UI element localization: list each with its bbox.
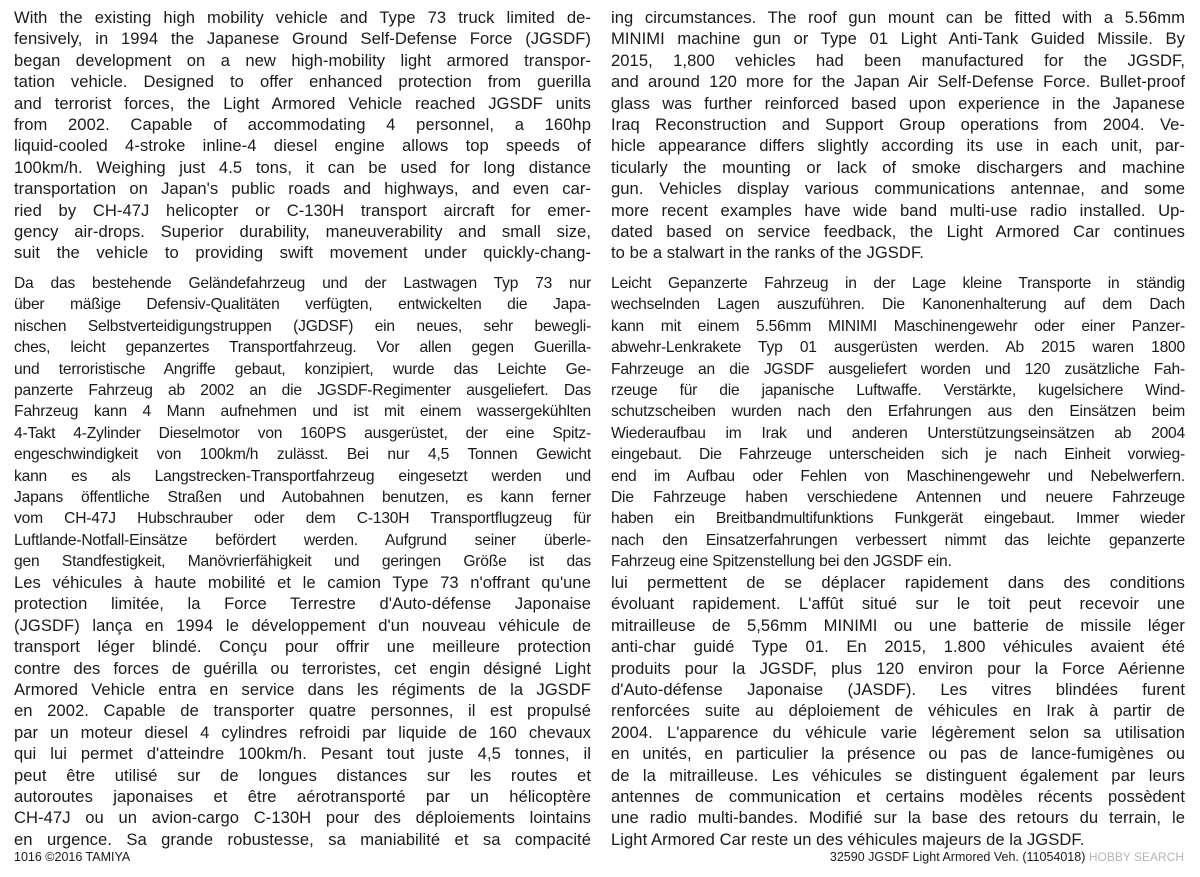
product-code: 32590 JGSDF Light Armored Veh. (11054018) [829, 850, 1086, 864]
text-line: schutzscheiben wurden nach den Erfahrungen aus den Einsätzen beim [611, 403, 1185, 421]
german-text-right [611, 275, 1185, 574]
text-line: dated based on service feedback, the Light Armored Car continues [611, 221, 1185, 241]
text-line: peut être utilisé sur de longues distances sur les routes et [14, 765, 591, 785]
text-line: 2004. L'apparence du véhicule varie légèrement selon sa utilisation [611, 722, 1185, 742]
text-line: liquid-cooled 4-stroke inline-4 diesel engine allows top speeds of [14, 136, 591, 156]
text-line: qui lui permet d'atteindre 100km/h. Pesant tout juste 4,5 tonnes, il [14, 744, 591, 764]
text-line: autoroutes japonaises et être aérotransporté par un hélicoptère [14, 786, 591, 806]
text-line: 2015, 1,800 vehicles had been manufactured for the JGSDF, [611, 50, 1185, 70]
text-line: Leicht Gepanzerte Fahrzeug in der Lage kleine Transporte in ständig [611, 275, 1185, 292]
text-line: 4-Takt 4-Zylinder Dieselmotor von 160PS ausgerüstet, der eine Spitz- [14, 424, 591, 442]
text-line: began development on a new high-mobility light armored transpor- [14, 50, 591, 70]
english-text-right [611, 8, 1185, 265]
text-line: ing circumstances. The roof gun mount can be fitted with a 5.56mm [611, 8, 1185, 27]
text-line: vom CH-47J Hubschrauber oder dem C-130H Transportflugzeug für [14, 510, 591, 528]
text-line: eingebaut. Die Fahrzeuge unterscheiden sich je nach Einheit vorwieg- [611, 446, 1185, 464]
text-line: gen Standfestigkeit, Manövrierfähigkeit und geringen Größe ist das [14, 553, 591, 571]
text-line: rzeuge für die japanische Luftwaffe. Verstärkte, kugelsichere Wind- [611, 381, 1185, 399]
copyright-footer: 1016 ©2016 TAMIYA [14, 850, 131, 864]
text-line: évoluant rapidement. L'affût situé sur le toit peut recevoir une [611, 594, 1185, 614]
text-line: Wiederaufbau im Irak und anderen Unterstützungseinsätzen ab 2004 [611, 424, 1185, 442]
text-line: nischen Selbstverteidigungstruppen (JGDSF) ein neues, sehr bewegli- [14, 317, 591, 335]
text-line: renforcées suite au déploiement de véhicules en Irak à partir de [611, 701, 1185, 721]
french-text-right [611, 573, 1185, 851]
text-line: antennes de communication et certains modèles récents possèdent [611, 786, 1185, 806]
text-line: anti-char guidé Type 01. En 2015, 1.800 véhicules avaient été [611, 637, 1185, 657]
text-line: gency air-drops. Superior durability, maneuverability and small size, [14, 221, 591, 241]
text-line: contre des forces de guérilla ou terroristes, cet engin désigné Light [14, 658, 591, 678]
german-text-left [14, 275, 591, 574]
text-line: Armored Vehicle entra en service dans les régiments de la JGSDF [14, 679, 591, 699]
text-line: une radio multi-bandes. Modifié sur la base des retours du terrain, le [611, 808, 1185, 828]
text-line: kann es als Langstrecken-Transportfahrzeug eingesetzt werden und [14, 467, 591, 485]
text-line: and terrorist forces, the Light Armored Vehicle reached JGSDF units [14, 93, 591, 113]
text-line: de la mitrailleuse. Les véhicules se distinguent également par leurs [611, 765, 1185, 785]
text-line: nach den Einsatzerfahrungen verbessert nimmt das leichte gepanzerte [611, 531, 1185, 549]
text-line: CH-47J ou un avion-cargo C-130H pour des déploiements lointains [14, 808, 591, 828]
text-line: ried by CH-47J helicopter or C-130H transport aircraft for emer- [14, 200, 591, 220]
text-line: 100km/h. Weighing just 4.5 tons, it can be used for long distance [14, 157, 591, 177]
text-line: en 2002. Capable de transporter quatre personnes, il est propulsé [14, 701, 591, 721]
text-line: Les véhicules à haute mobilité et le camion Type 73 n'offrant qu'une [14, 573, 591, 592]
text-line: d'Auto-défense Japonaise (JASDF). Les vitres blindées furent [611, 679, 1185, 699]
text-line: en urgence. Sa grande robustesse, sa maniabilité et sa compacité [14, 829, 591, 849]
text-line: Luftlande-Notfall-Einsätze befördert werden. Aufgrund seiner überle- [14, 531, 591, 549]
text-line: engeschwindigkeit von 100km/h zulässt. Bei nur 4,5 Tonnen Gewicht [14, 446, 591, 464]
text-line: mitrailleuse de 5,56mm MINIMI ou une batterie de missile léger [611, 615, 1185, 635]
french-text-left [14, 573, 591, 851]
text-line: (JGSDF) lança en 1994 le développement d'un nouveau véhicule de [14, 615, 591, 635]
text-line: gun. Vehicles display various communications antennae, and some [611, 179, 1185, 199]
text-line: ticularly the mounting or lack of smoke dischargers and machine [611, 157, 1185, 177]
text-line: protection limitée, la Force Terrestre d'Auto-défense Japonaise [14, 594, 591, 614]
text-line: ches, leicht gepanzertes Transportfahrzeug. Vor allen gegen Guerilla- [14, 339, 591, 357]
text-line: Fahrzeug kann 4 Mann aufnehmen und ist mit einem wassergekühlten [14, 403, 591, 421]
text-line: With the existing high mobility vehicle and Type 73 truck limited de- [14, 8, 591, 27]
text-line: par un moteur diesel 4 cylindres refroidi par liquide de 160 chevaux [14, 722, 591, 742]
text-line: Fahrzeug eine Spitzenstellung bei den JGSDF ein. [611, 553, 952, 571]
text-line: Light Armored Car reste un des véhicules majeurs de la JGSDF. [611, 829, 1085, 849]
text-line: glass was further reinforced based upon experience in the Japanese [611, 93, 1185, 113]
product-footer [830, 850, 1184, 864]
text-line: und terroristische Angriffe gebaut, konzipiert, wurde das Leichte Ge- [14, 360, 591, 378]
text-line: transportation on Japan's public roads and highways, and even car- [14, 179, 591, 199]
text-line: MINIMI machine gun or Type 01 Light Anti-Tank Guided Missile. By [611, 29, 1185, 49]
text-line: to be a stalwart in the ranks of the JGSDF. [611, 243, 924, 263]
text-line: kann mit einem 5.56mm MINIMI Maschinengewehr oder einer Panzer- [611, 317, 1185, 335]
text-line: transport léger blindé. Conçu pour offrir une meilleure protection [14, 637, 591, 657]
text-line: abwehr-Lenkrakete Typ 01 ausgerüsten werden. Ab 2015 waren 1800 [611, 339, 1185, 357]
text-line: produits pour la JGSDF, plus 120 environ pour la Force Aérienne [611, 658, 1185, 678]
text-line: Japans öffentliche Straßen und Autobahnen benutzen, es kann ferner [14, 488, 591, 506]
text-line: Die Fahrzeuge haben verschiedene Antennen und neuere Fahrzeuge [611, 488, 1185, 506]
text-line: Da das bestehende Geländefahrzeug und der Lastwagen Typ 73 nur [14, 275, 591, 292]
text-line: Fahrzeuge an die JGSDF ausgeliefert worden und 120 zusätzliche Fah- [611, 360, 1185, 378]
text-line: and around 120 more for the Japan Air Self-Defense Force. Bullet-proof [611, 72, 1185, 92]
text-line: wechselnden Lagen auszuführen. Die Kanonenhalterung auf dem Dach [611, 296, 1185, 314]
text-line: end im Aufbau oder Fehlen von Maschinengewehr und Nebelwerfern. [611, 467, 1185, 485]
text-line: tation vehicle. Designed to offer enhanced protection from guerilla [14, 72, 591, 92]
text-line: Iraq Reconstruction and Support Group operations from 2004. Ve- [611, 114, 1185, 134]
watermark: HOBBY SEARCH [1088, 850, 1184, 864]
text-line: haben ein Breitbandmultifunktions Funkgerät eingebaut. Immer wieder [611, 510, 1185, 528]
text-line: panzerte Fahrzeug ab 2002 an die JGSDF-Regimenter ausgeliefert. Das [14, 381, 591, 399]
text-line: suit the vehicle to providing swift movement under quickly-chang- [14, 243, 591, 263]
text-line: en unités, en particulier la présence ou pas de lance-fumigènes ou [611, 744, 1185, 764]
text-line: über mäßige Defensiv-Qualitäten verfügten, entwickelten die Japa- [14, 296, 591, 314]
text-line: more recent examples have wide band multi-use radio installed. Up- [611, 200, 1185, 220]
text-line: lui permettent de se déplacer rapidement dans des conditions [611, 573, 1185, 592]
text-line: fensively, in 1994 the Japanese Ground Self-Defense Force (JGSDF) [14, 29, 591, 49]
text-line: hicle appearance differs slightly according its use in each unit, par- [611, 136, 1185, 156]
text-line: from 2002. Capable of accommodating 4 personnel, a 160hp [14, 114, 591, 134]
english-text-left [14, 8, 591, 265]
